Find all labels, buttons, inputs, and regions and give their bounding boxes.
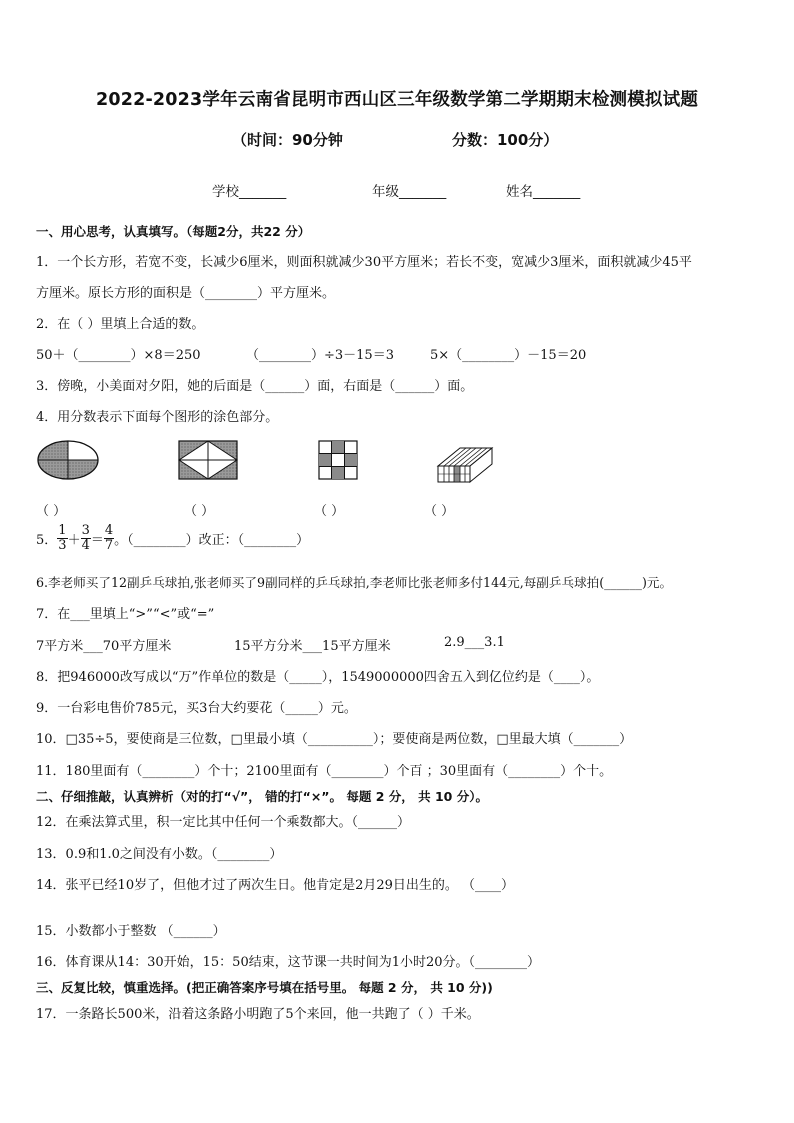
question-11: 11．180里面有（________）个十；2100里面有（________）个百 ；30里面有（________）个十。 <box>36 764 613 779</box>
exam-time: （时间：90分钟 <box>232 131 343 149</box>
question-2: 2．在（ ）里填上合适的数。 <box>36 317 205 332</box>
exam-score: 分数：100分） <box>452 131 559 149</box>
page-title: 2022-2023学年云南省昆明市西山区三年级数学第二学期期末检测模拟试题 <box>95 90 699 110</box>
question-10: 10．□35÷5，要使商是三位数，□里最小填（__________）；要使商是两位数，□里最大填（_______） <box>36 732 633 747</box>
question-4: 4．用分数表示下面每个图形的涂色部分。 <box>36 410 279 425</box>
question-13: 13．0.9和1.0之间没有小数。（________） <box>36 847 283 862</box>
question-12: 12．在乘法算式里，积一定比其中任何一个乘数都大。（______） <box>36 815 411 830</box>
question-14: 14．张平已经10岁了，但他才过了两次生日。他肯定是2月29日出生的。 （____） <box>36 878 515 893</box>
question-2-equation-b: （________）÷3－15＝3 <box>246 348 394 363</box>
fraction-four-sevenths: $\frac{4}{7}$ <box>104 523 114 553</box>
question-4-answer-3: （ ） <box>314 504 345 519</box>
section-3-heading: 三、反复比较，慎重选择。(把正确答案序号填在括号里。 每题 2 分， 共 10 分)) <box>36 980 493 995</box>
question-17: 17．一条路长500米，沿着这条路小明跑了5个来回，他一共跑了（ ）千米。 <box>36 1007 480 1022</box>
question-6: 6.李老师买了12副乒乓球拍,张老师买了9副同样的乒乓球拍,李老师比张老师多付144元,每副乒乓球拍(______)元。 <box>36 575 673 590</box>
stacked-bars-figure <box>436 444 494 484</box>
question-16: 16．体育课从14：30开始，15：50结束，这节课一共时间为1小时20分。（________） <box>36 955 541 970</box>
section-2-heading: 二、仔细推敲，认真辨析（对的打“√”， 错的打“×”。 每题 2 分， 共 10 分）。 <box>36 789 488 804</box>
fraction-one-third: $\frac{1}{3}$ <box>58 523 67 553</box>
question-1-line-2: 方厘米。原长方形的面积是（________）平方厘米。 <box>36 286 336 301</box>
question-7-compare-b: 15平方分米___15平方厘米 <box>234 639 391 654</box>
question-4-answer-4: （ ） <box>424 504 455 519</box>
equals-sign: ＝ <box>90 532 104 548</box>
question-5 <box>36 524 309 552</box>
question-9: 9．一台彩电售价785元，买3台大约要花（_____）元。 <box>36 701 357 716</box>
plus-sign: ＋ <box>67 532 81 548</box>
question-15: 15．小数都小于整数 （______） <box>36 924 226 939</box>
grid-checker-figure <box>318 440 358 480</box>
question-7-compare-a: 7平方米___70平方厘米 <box>36 639 172 654</box>
question-2-equation-a: 50＋（________）×8＝250 <box>36 348 201 363</box>
question-7-compare-c: 2.9___3.1 <box>444 635 505 650</box>
question-5-text: 。（________）改正：（________） <box>114 532 310 548</box>
question-1-line-1: 1．一个长方形，若宽不变，长减少6厘米，则面积就减少30平方厘米；若长不变，宽减少3厘米，面积就减少45平 <box>36 255 692 270</box>
school-field: 学校_______ <box>212 184 287 200</box>
question-7: 7．在___里填上“>”“<”或“=” <box>36 607 215 622</box>
question-3: 3．傍晚，小美面对夕阳，她的后面是（______）面，右面是（______）面。 <box>36 379 474 394</box>
fraction-three-quarters: $\frac{3}{4}$ <box>81 523 90 553</box>
ellipse-quarter-figure <box>36 438 100 482</box>
rectangle-diamond-figure <box>178 440 238 480</box>
question-8: 8．把946000改写成以“万”作单位的数是（_____），1549000000四舍五入到亿位约是（____）。 <box>36 670 600 685</box>
question-4-answer-2: （ ） <box>184 504 215 519</box>
question-4-answer-1: （ ） <box>36 504 67 519</box>
question-5-number: 5． <box>36 532 58 548</box>
question-2-equation-c: 5×（________）－15＝20 <box>430 348 587 363</box>
grade-field: 年级_______ <box>372 184 447 200</box>
section-1-heading: 一、用心思考，认真填写。（每题2分，共22 分） <box>36 224 311 239</box>
name-field: 姓名_______ <box>506 184 581 200</box>
